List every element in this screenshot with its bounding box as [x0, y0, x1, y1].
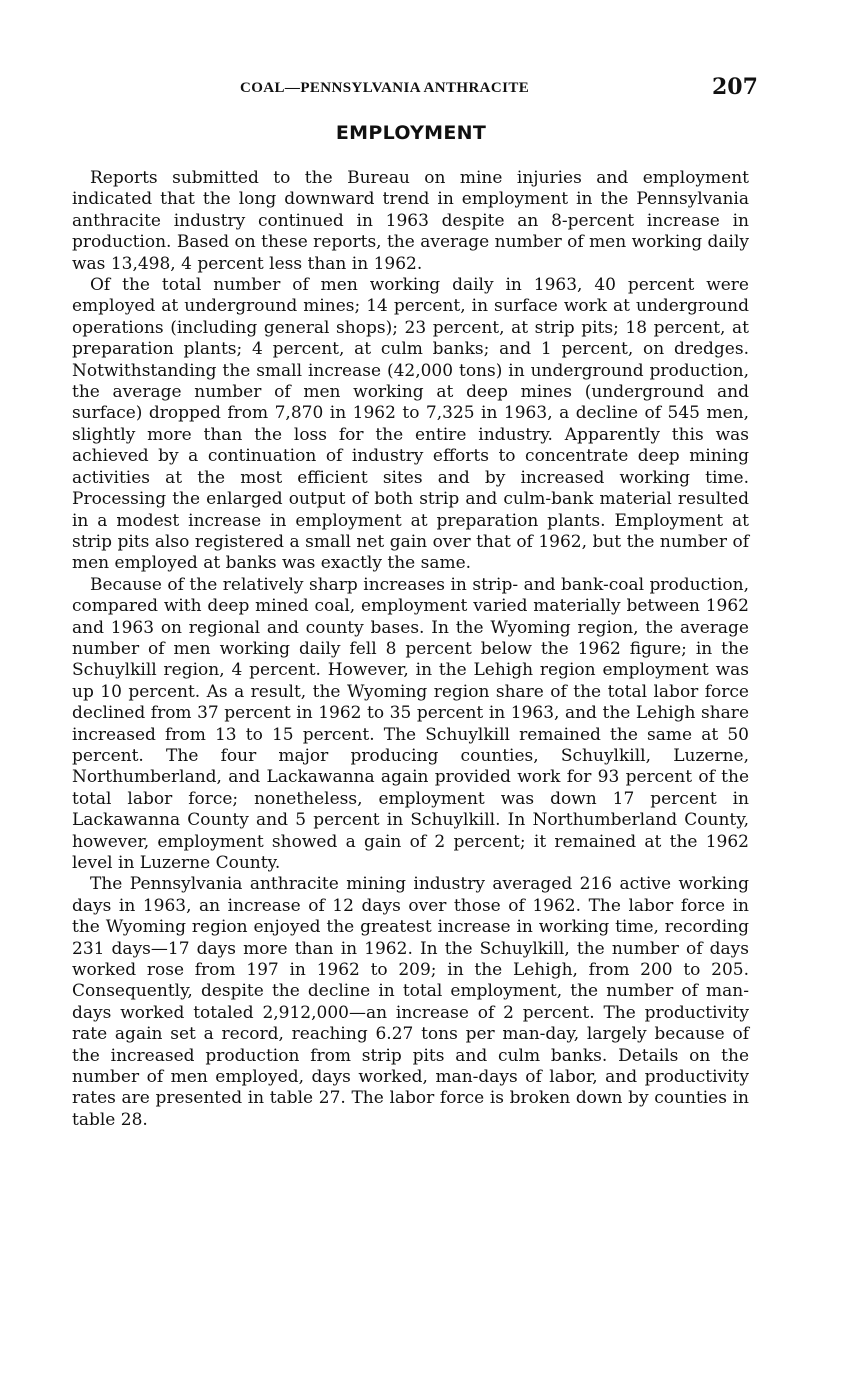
- section-heading: EMPLOYMENT: [335, 122, 487, 144]
- running-title: COAL—PENNSYLVANIA ANTHRACITE: [240, 80, 530, 96]
- paragraph: Reports submitted to the Bureau on mine injuries and employment indicated that the long downward trend in employment in the Pennsylvania anthracite industry continued in 1963 despite an 8-percent increase in production. Based on these reports, the average number of men working daily was 13,498, 4 percent less than in 1962.: [72, 168, 749, 274]
- running-header: [0, 74, 850, 104]
- paragraph: The Pennsylvania anthracite mining industry averaged 216 active working days in 1963, an increase of 12 days over those of 1962. The labor force in the Wyoming region enjoyed the greatest increase in working time, recording 231 days—17 days more than in 1962. In the Schuylkill, the number of days worked rose from 197 in 1962 to 209; in the Lehigh, from 200 to 205. Consequently, despite the decline in total employment, the number of man-days worked totaled 2,912,000—an increase of 2 percent. The productivity rate again set a record, reaching 6.27 tons per man-day, largely because of the increased production from strip pits and culm banks. Details on the number of men employed, days worked, man-days of labor, and productivity rates are presented in table 27. The labor force is broken down by counties in table 28.: [72, 874, 749, 1130]
- page-number: 207: [712, 74, 758, 100]
- paragraph: Of the total number of men working daily in 1963, 40 percent were employed at underground mines; 14 percent, in surface work at underground operations (including general shops); 23 percent, at strip pits; 18 percent, at preparation plants; 4 percent, at culm banks; and 1 percent, on dredges. Notwithstanding the small increase (42,000 tons) in underground production, the average number of men working at deep mines (underground and surface) dropped from 7,870 in 1962 to 7,325 in 1963, a decline of 545 men, slightly more than the loss for the entire industry. Apparently this was achieved by a continuation of industry efforts to concentrate deep mining activities at the most efficient sites and by increased working time. Processing the enlarged output of both strip and culm-bank material resulted in a modest increase in employment at preparation plants. Employment at strip pits also registered a small net gain over that of 1962, but the number of men employed at banks was exactly the same.: [72, 275, 749, 574]
- paragraph: Because of the relatively sharp increases in strip- and bank-coal production, compared with deep mined coal, employment varied materially between 1962 and 1963 on regional and county bases. In the Wyoming region, the average number of men working daily fell 8 percent below the 1962 figure; in the Schuylkill region, 4 percent. However, in the Lehigh region employment was up 10 percent. As a result, the Wyoming region share of the total labor force declined from 37 percent in 1962 to 35 percent in 1963, and the Lehigh share increased from 13 to 15 percent. The Schuylkill remained the same at 50 percent. The four major producing counties, Schuylkill, Luzerne, Northumberland, and Lackawanna again provided work for 93 percent of the total labor force; nonetheless, employment was down 17 percent in Lackawanna County and 5 percent in Schuylkill. In Northumberland County, however, employment showed a gain of 2 percent; it remained at the 1962 level in Luzerne County.: [72, 574, 749, 873]
- body-text: [72, 168, 749, 1131]
